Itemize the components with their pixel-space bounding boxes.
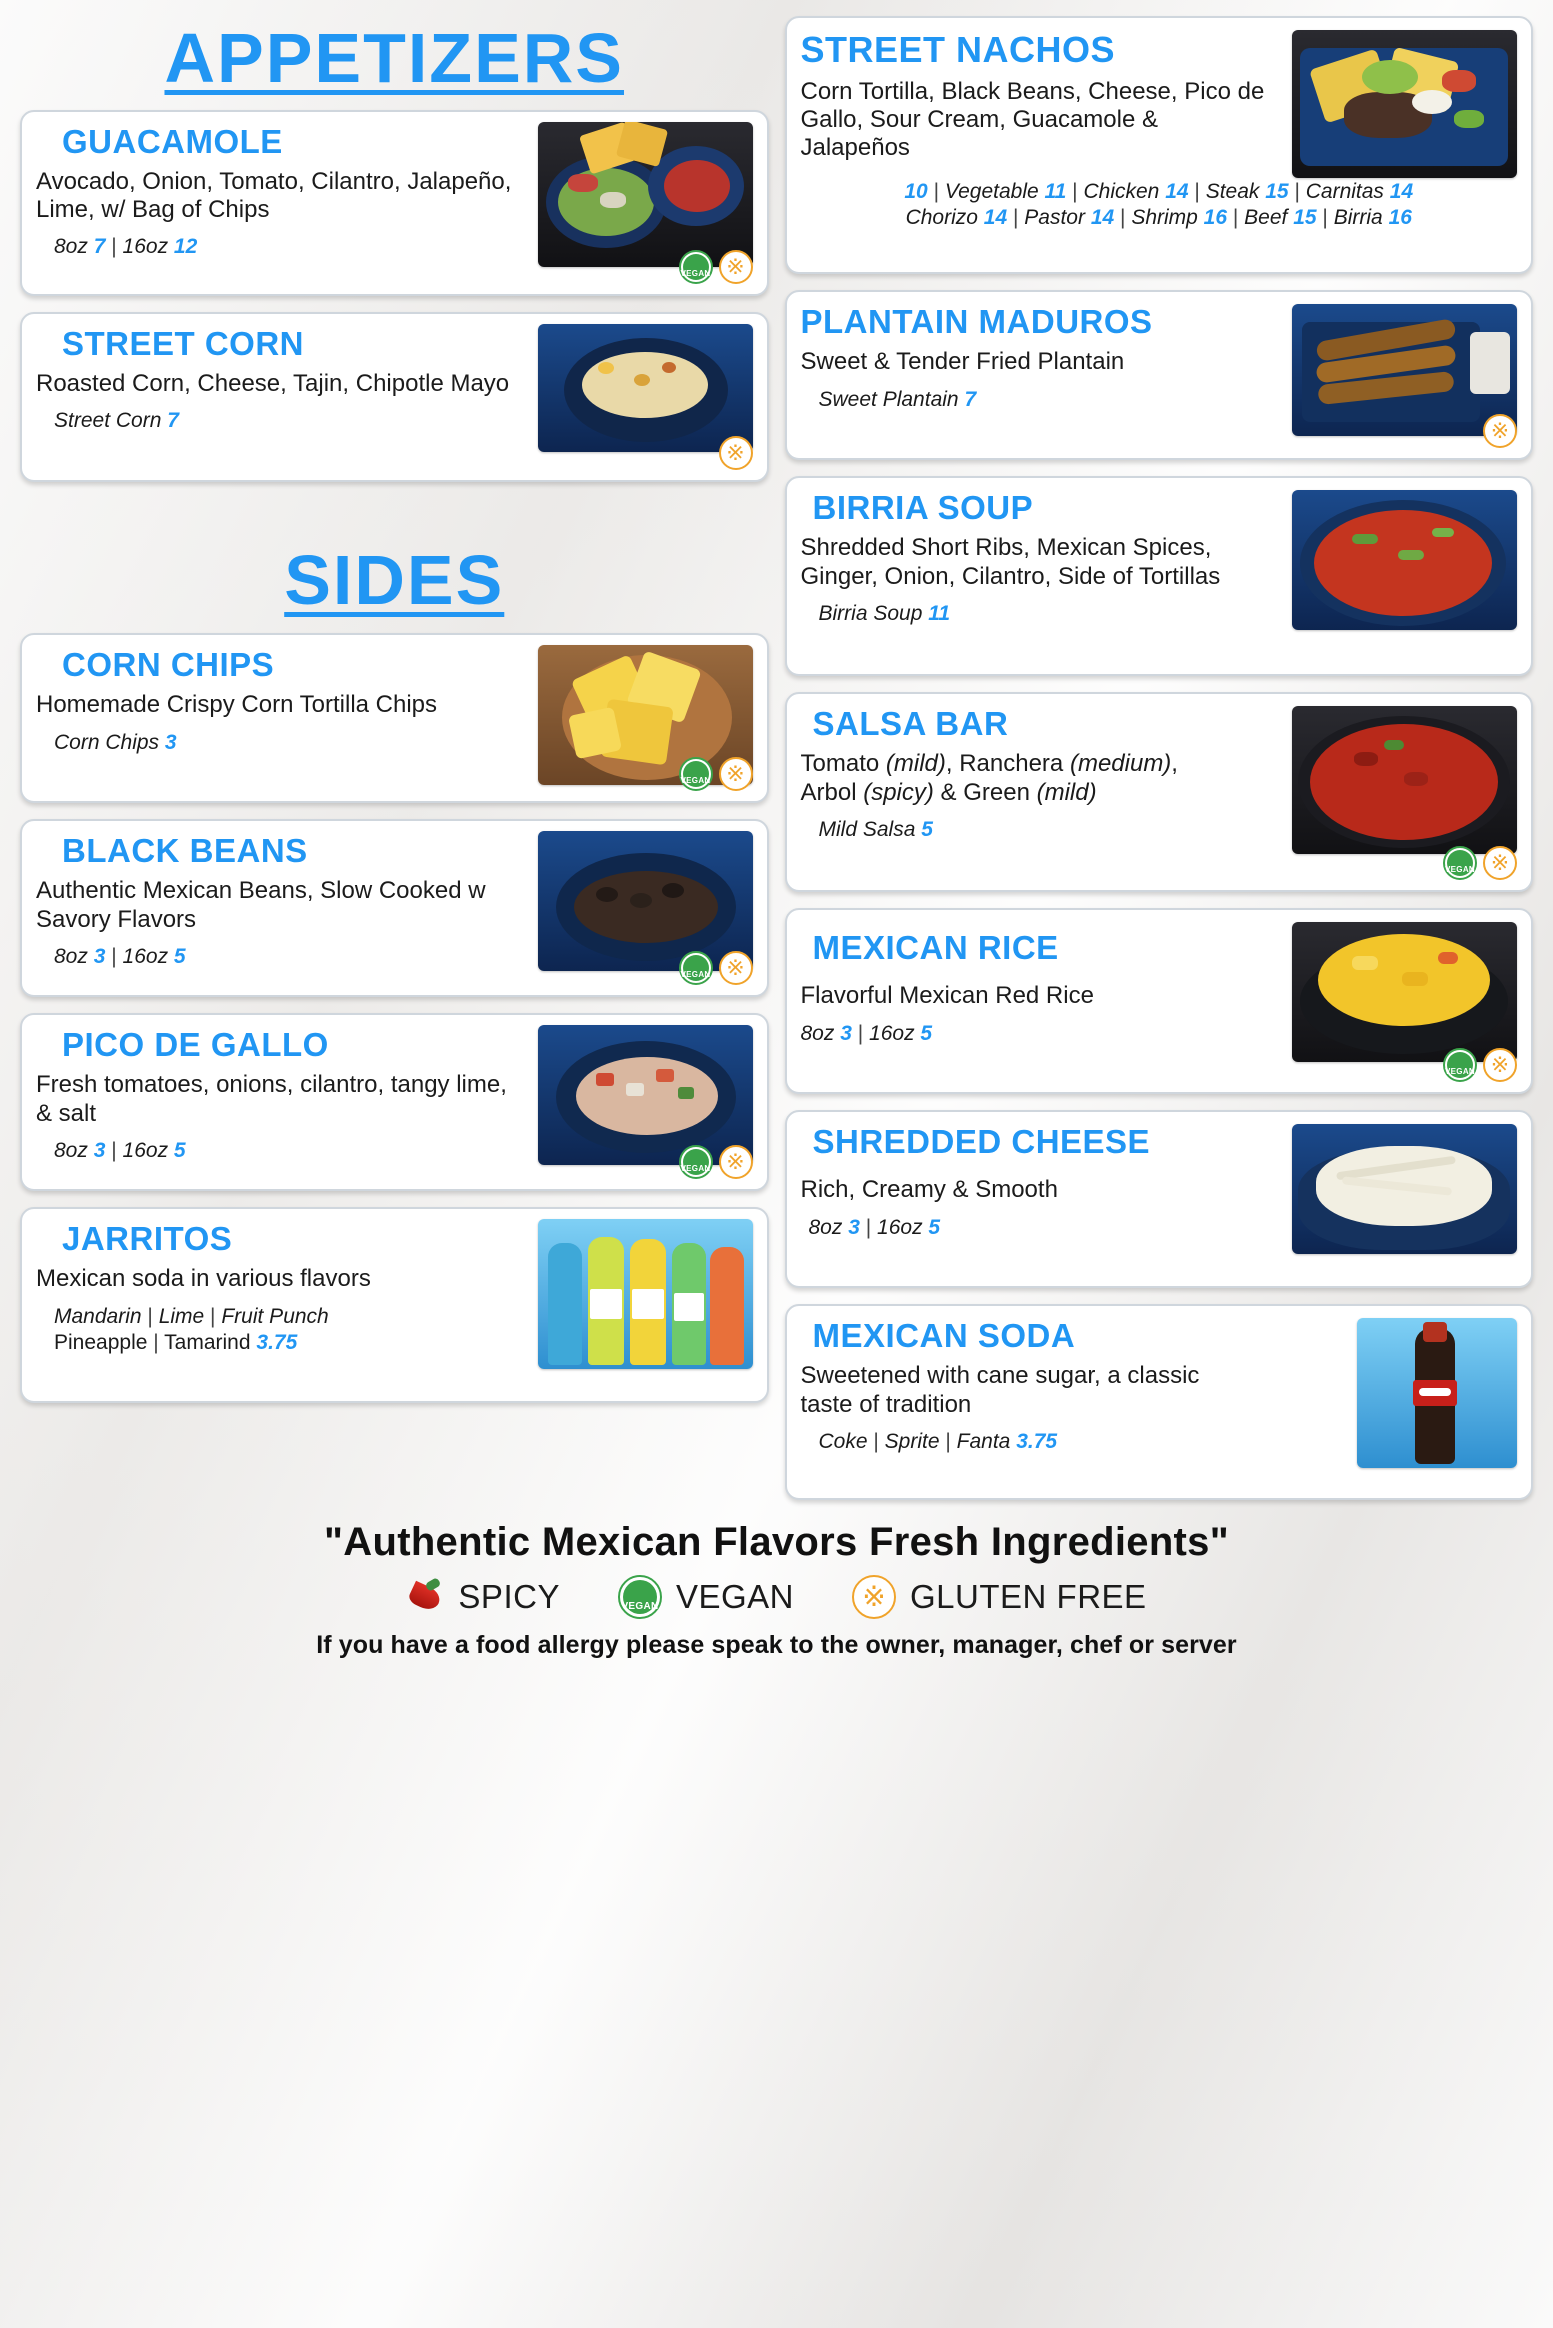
menu-item-jarritos[interactable] [20, 1207, 769, 1403]
menu-item-mexican-soda[interactable] [785, 1304, 1534, 1500]
badge-group [1443, 1048, 1517, 1082]
item-name: STREET CORN [62, 324, 305, 362]
menu-item-birria-soup[interactable] [785, 476, 1534, 676]
item-description: Shredded Short Ribs, Mexican Spices, Ginger, Onion, Cilantro, Side of Tortillas [800, 534, 1221, 590]
item-name: STREET NACHOS [800, 29, 1116, 70]
item-price: Sweet Plantain 7 [818, 387, 977, 411]
item-name: SALSA BAR [812, 705, 1009, 742]
section-title-appetizers: APPETIZERS [164, 19, 625, 97]
legend-label: SPICY [458, 1578, 560, 1615]
vegan-icon [618, 1575, 662, 1619]
gluten-free-icon: ※ [852, 1575, 896, 1619]
item-description: Mexican soda in various flavors [36, 1265, 371, 1293]
item-name: PICO DE GALLO [62, 1026, 329, 1063]
menu-item-mexican-rice[interactable] [785, 908, 1534, 1094]
item-name: CORN CHIPS [62, 646, 275, 683]
item-price: Birria Soup 11 [818, 601, 951, 625]
menu-item-pico-de-gallo[interactable] [20, 1013, 769, 1191]
item-photo [538, 1025, 753, 1165]
item-price: 8oz 3 | 16oz 5 [54, 1138, 186, 1162]
section-title-sides: SIDES [284, 540, 505, 619]
legend-label: GLUTEN FREE [910, 1578, 1147, 1615]
item-photo [538, 1219, 753, 1369]
item-description: Homemade Crispy Corn Tortilla Chips [36, 691, 438, 719]
vegan-icon: VEGAN [679, 250, 713, 284]
item-price: 8oz 3 | 16oz 5 [800, 1021, 933, 1045]
menu-item-street-corn[interactable] [20, 312, 769, 482]
item-price-line-1: Mandarin | Lime | Fruit Punch [54, 1304, 329, 1328]
badge-group [719, 436, 753, 470]
legend-label: VEGAN [675, 1578, 795, 1615]
item-description: Rich, Creamy & Smooth [800, 1176, 1058, 1204]
item-name: BLACK BEANS [62, 832, 308, 869]
item-price: 8oz 7 | 16oz 12 [54, 235, 198, 259]
item-description: Avocado, Onion, Tomato, Cilantro, Jalapeño, Lime, w/ Bag of Chips [36, 167, 512, 224]
item-description: Tomato (mild), Ranchera (medium), Arbol (spicy) & Green (mild) [800, 750, 1178, 806]
badge-group [679, 1145, 753, 1179]
legend [20, 1575, 1533, 1619]
item-photo [538, 324, 753, 452]
vegan-icon: VEGAN [679, 757, 713, 791]
item-description: Fresh tomatoes, onions, cilantro, tangy lime, & salt [36, 1071, 507, 1127]
vegan-icon: VEGAN [679, 1145, 713, 1179]
item-description: Corn Tortilla, Black Beans, Cheese, Pico de Gallo, Sour Cream, Guacamole & Jalapeños [800, 77, 1265, 162]
item-price-line-1: 10 | Vegetable 11 | Chicken 14 | Steak 15 | Carnitas 14 [904, 179, 1414, 203]
menu-footer [20, 1520, 1533, 1660]
legend-item-gluten-free [852, 1575, 1147, 1619]
badge-group [679, 757, 753, 791]
right-column [785, 16, 1534, 1516]
item-name: PLANTAIN MADUROS [800, 303, 1153, 340]
item-price: Mild Salsa 5 [818, 817, 933, 841]
left-column [20, 16, 769, 1419]
badge-group [679, 951, 753, 985]
item-price: 8oz 3 | 16oz 5 [808, 1215, 941, 1239]
item-photo [1357, 1318, 1517, 1468]
gluten-free-icon: ※ [719, 250, 753, 284]
item-price-line-2: Pineapple | Tamarind 3.75 [54, 1330, 298, 1354]
item-name: MEXICAN RICE [812, 929, 1059, 966]
legend-item-spicy [406, 1578, 560, 1616]
badge-group [679, 250, 753, 284]
item-photo [538, 122, 753, 267]
vegan-icon: VEGAN [679, 951, 713, 985]
item-photo [1292, 706, 1517, 854]
chili-icon [406, 1578, 444, 1616]
item-name: GUACAMOLE [62, 122, 283, 160]
item-description: Flavorful Mexican Red Rice [800, 982, 1094, 1010]
gluten-free-icon: ※ [719, 1145, 753, 1179]
item-photo [1292, 30, 1517, 178]
gluten-free-icon: ※ [719, 757, 753, 791]
menu-item-salsa-bar[interactable] [785, 692, 1534, 892]
item-name: BIRRIA SOUP [812, 489, 1034, 526]
item-description: Authentic Mexican Beans, Slow Cooked w Savory Flavors [36, 877, 486, 933]
item-price: Street Corn 7 [54, 409, 179, 433]
item-photo [538, 831, 753, 971]
vegan-badge-text: VEGAN [623, 1580, 657, 1614]
item-description: Sweetened with cane sugar, a classic taste of tradition [800, 1362, 1200, 1418]
legend-item-vegan [618, 1575, 794, 1619]
item-name: SHREDDED CHEESE [812, 1123, 1151, 1160]
gluten-free-icon: ※ [719, 951, 753, 985]
menu-item-black-beans[interactable] [20, 819, 769, 997]
item-photo [1292, 490, 1517, 630]
item-name: MEXICAN SODA [812, 1317, 1076, 1354]
item-price: Coke | Sprite | Fanta 3.75 [818, 1429, 1058, 1453]
item-description: Roasted Corn, Cheese, Tajin, Chipotle Mayo [36, 369, 510, 397]
item-description: Sweet & Tender Fried Plantain [800, 348, 1125, 376]
item-price-line-2: Chorizo 14 | Pastor 14 | Shrimp 16 | Beef 15 | Birria 16 [905, 205, 1412, 229]
menu-item-shredded-cheese[interactable] [785, 1110, 1534, 1288]
badge-group [1443, 846, 1517, 880]
vegan-icon: VEGAN [1443, 846, 1477, 880]
gluten-free-icon: ※ [1483, 414, 1517, 448]
tagline: "Authentic Mexican Flavors Fresh Ingredients" [324, 1520, 1229, 1564]
badge-group [1483, 414, 1517, 448]
menu-item-plantain-maduros[interactable] [785, 290, 1534, 460]
item-name: JARRITOS [62, 1220, 233, 1257]
item-price: 8oz 3 | 16oz 5 [54, 944, 186, 968]
item-price: Corn Chips 3 [54, 730, 177, 754]
menu-columns [20, 16, 1533, 1516]
menu-item-street-nachos[interactable] [785, 16, 1534, 274]
menu-item-guacamole[interactable] [20, 110, 769, 296]
allergy-note: If you have a food allergy please speak to the owner, manager, chef or server [316, 1631, 1237, 1659]
item-photo [1292, 1124, 1517, 1254]
gluten-free-icon: ※ [1483, 846, 1517, 880]
gluten-free-icon: ※ [1483, 1048, 1517, 1082]
gluten-free-icon: ※ [719, 436, 753, 470]
vegan-icon: VEGAN [1443, 1048, 1477, 1082]
item-photo [1292, 922, 1517, 1062]
menu-item-corn-chips[interactable] [20, 633, 769, 803]
